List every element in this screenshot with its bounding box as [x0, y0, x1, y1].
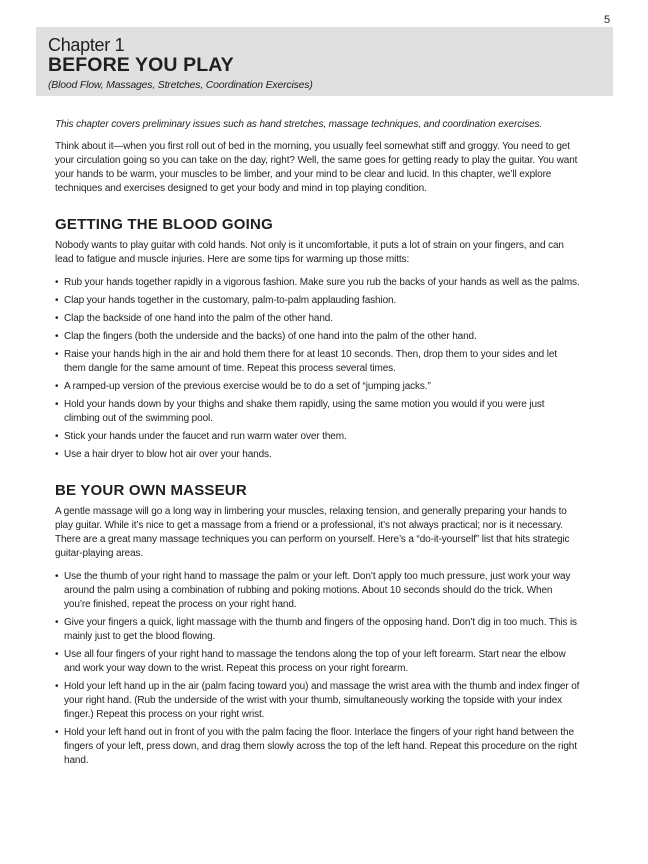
list-item-text: Clap the fingers (both the underside and the backs) of one hand into the palm of the other hand.	[64, 331, 477, 342]
list-item	[55, 312, 580, 326]
bullet-icon: •	[55, 399, 59, 410]
list-item-text: Rub your hands together rapidly in a vigorous fashion. Make sure you rub the backs of your hands as well as the palms.	[64, 277, 580, 288]
bullet-icon: •	[55, 381, 59, 392]
bullet-list	[55, 276, 580, 462]
bullet-icon: •	[55, 295, 59, 306]
list-item	[55, 570, 580, 612]
bullet-icon: •	[55, 681, 59, 692]
bullet-icon: •	[55, 649, 59, 660]
list-item-text: Clap the backside of one hand into the palm of the other hand.	[64, 313, 333, 324]
intro-text: This chapter covers preliminary issues such as hand stretches, massage techniques, and coordination exercises.	[55, 119, 543, 130]
list-item	[55, 648, 580, 676]
list-item-text: Clap your hands together in the customary, palm-to-palm applauding fashion.	[64, 295, 397, 306]
list-item	[55, 380, 580, 394]
list-item	[55, 680, 580, 722]
chapter-header	[36, 27, 613, 96]
list-item-text: Hold your hands down by your thighs and shake them rapidly, using the same motion you would if you were just climbing out of the swimming pool.	[64, 399, 545, 424]
opening-paragraph: Think about it—when you first roll out of bed in the morning, you usually feel somewhat stiff and groggy. You need to get your circulation going so you can take on the day, right? Well, the same goes for getting ready to play the guitar. You want your hands to be warm, your muscles to be limber, and your mind to be clear and lucid. In this chapter, we’ll explore techniques and exercises designed to get your body and mind in top playing condition.	[55, 141, 578, 194]
list-item-text: Raise your hands high in the air and hold them there for at least 10 seconds. Then, drop them to your sides and let them dangle for the same amount of time. Repeat this process several times.	[64, 349, 557, 374]
page-number: 5	[604, 14, 611, 26]
list-item	[55, 348, 580, 376]
bullet-icon: •	[55, 313, 59, 324]
list-item-text: A ramped-up version of the previous exercise would be to do a set of “jumping jacks.”	[64, 381, 431, 392]
bullet-icon: •	[55, 331, 59, 342]
list-item-text: Give your fingers a quick, light massage with the thumb and fingers of the opposing hand. Don’t dig in too much. This is mainly just to get the blood flowing.	[64, 617, 577, 642]
list-item	[55, 398, 580, 426]
list-item	[55, 616, 580, 644]
list-item	[55, 430, 580, 444]
section-paragraph: A gentle massage will go a long way in limbering your muscles, relaxing tension, and generally preparing your hands to play guitar. While it’s nice to get a massage from a friend or a professional, it’s not always practical; nor is it necessary. There are a great many massage techniques you can perform on yourself. Here’s a “do-it-yourself” list that hits strategic guitar-playing areas.	[55, 506, 570, 559]
chapter-title: BEFORE YOU PLAY	[48, 54, 234, 76]
list-item	[55, 330, 580, 344]
list-item	[55, 448, 580, 462]
bullet-list	[55, 570, 580, 768]
list-item	[55, 276, 580, 290]
list-item-text: Hold your left hand out in front of you with the palm facing the floor. Interlace the fingers of your right hand between the fingers of your left, press down, and drag them slowly across the top of the left hand. Repeat this procedure on the right hand.	[64, 727, 577, 766]
section	[55, 484, 580, 768]
bullet-icon: •	[55, 349, 59, 360]
bullet-icon: •	[55, 617, 59, 628]
chapter-subtitle: (Blood Flow, Massages, Stretches, Coordination Exercises)	[48, 79, 313, 91]
list-item-text: Hold your left hand up in the air (palm facing toward you) and massage the wrist area with the thumb and index finger of your right hand. (Rub the underside of the wrist with your thumb, simultaneously working the topside with your index finger.) Repeat this process on your right wrist.	[64, 681, 580, 720]
section-heading: BE YOUR OWN MASSEUR	[55, 482, 247, 499]
list-item	[55, 726, 580, 768]
bullet-icon: •	[55, 727, 59, 738]
bullet-icon: •	[55, 431, 59, 442]
page-content	[55, 118, 580, 772]
section-heading: GETTING THE BLOOD GOING	[55, 216, 273, 233]
bullet-icon: •	[55, 449, 59, 460]
list-item-text: Use the thumb of your right hand to massage the palm or your left. Don’t apply too much pressure, just work your way around the palm using a combination of rubbing and poking motions. About 10 seconds should do the trick. When you’re finished, repeat the process on your right hand.	[64, 571, 571, 610]
list-item-text: Use all four fingers of your right hand to massage the tendons along the top of your left forearm. Start near the elbow and work your way down to the wrist. Repeat this process on your right forearm.	[64, 649, 566, 674]
bullet-icon: •	[55, 277, 59, 288]
list-item	[55, 294, 580, 308]
chapter-label: Chapter 1	[48, 35, 125, 55]
section	[55, 218, 580, 462]
section-paragraph: Nobody wants to play guitar with cold hands. Not only is it uncomfortable, it puts a lot of strain on your fingers, and can lead to fatigue and muscle injuries. Here are some tips for warming up those mitts:	[55, 240, 564, 265]
bullet-icon: •	[55, 571, 59, 582]
list-item-text: Use a hair dryer to blow hot air over your hands.	[64, 449, 272, 460]
list-item-text: Stick your hands under the faucet and run warm water over them.	[64, 431, 347, 442]
